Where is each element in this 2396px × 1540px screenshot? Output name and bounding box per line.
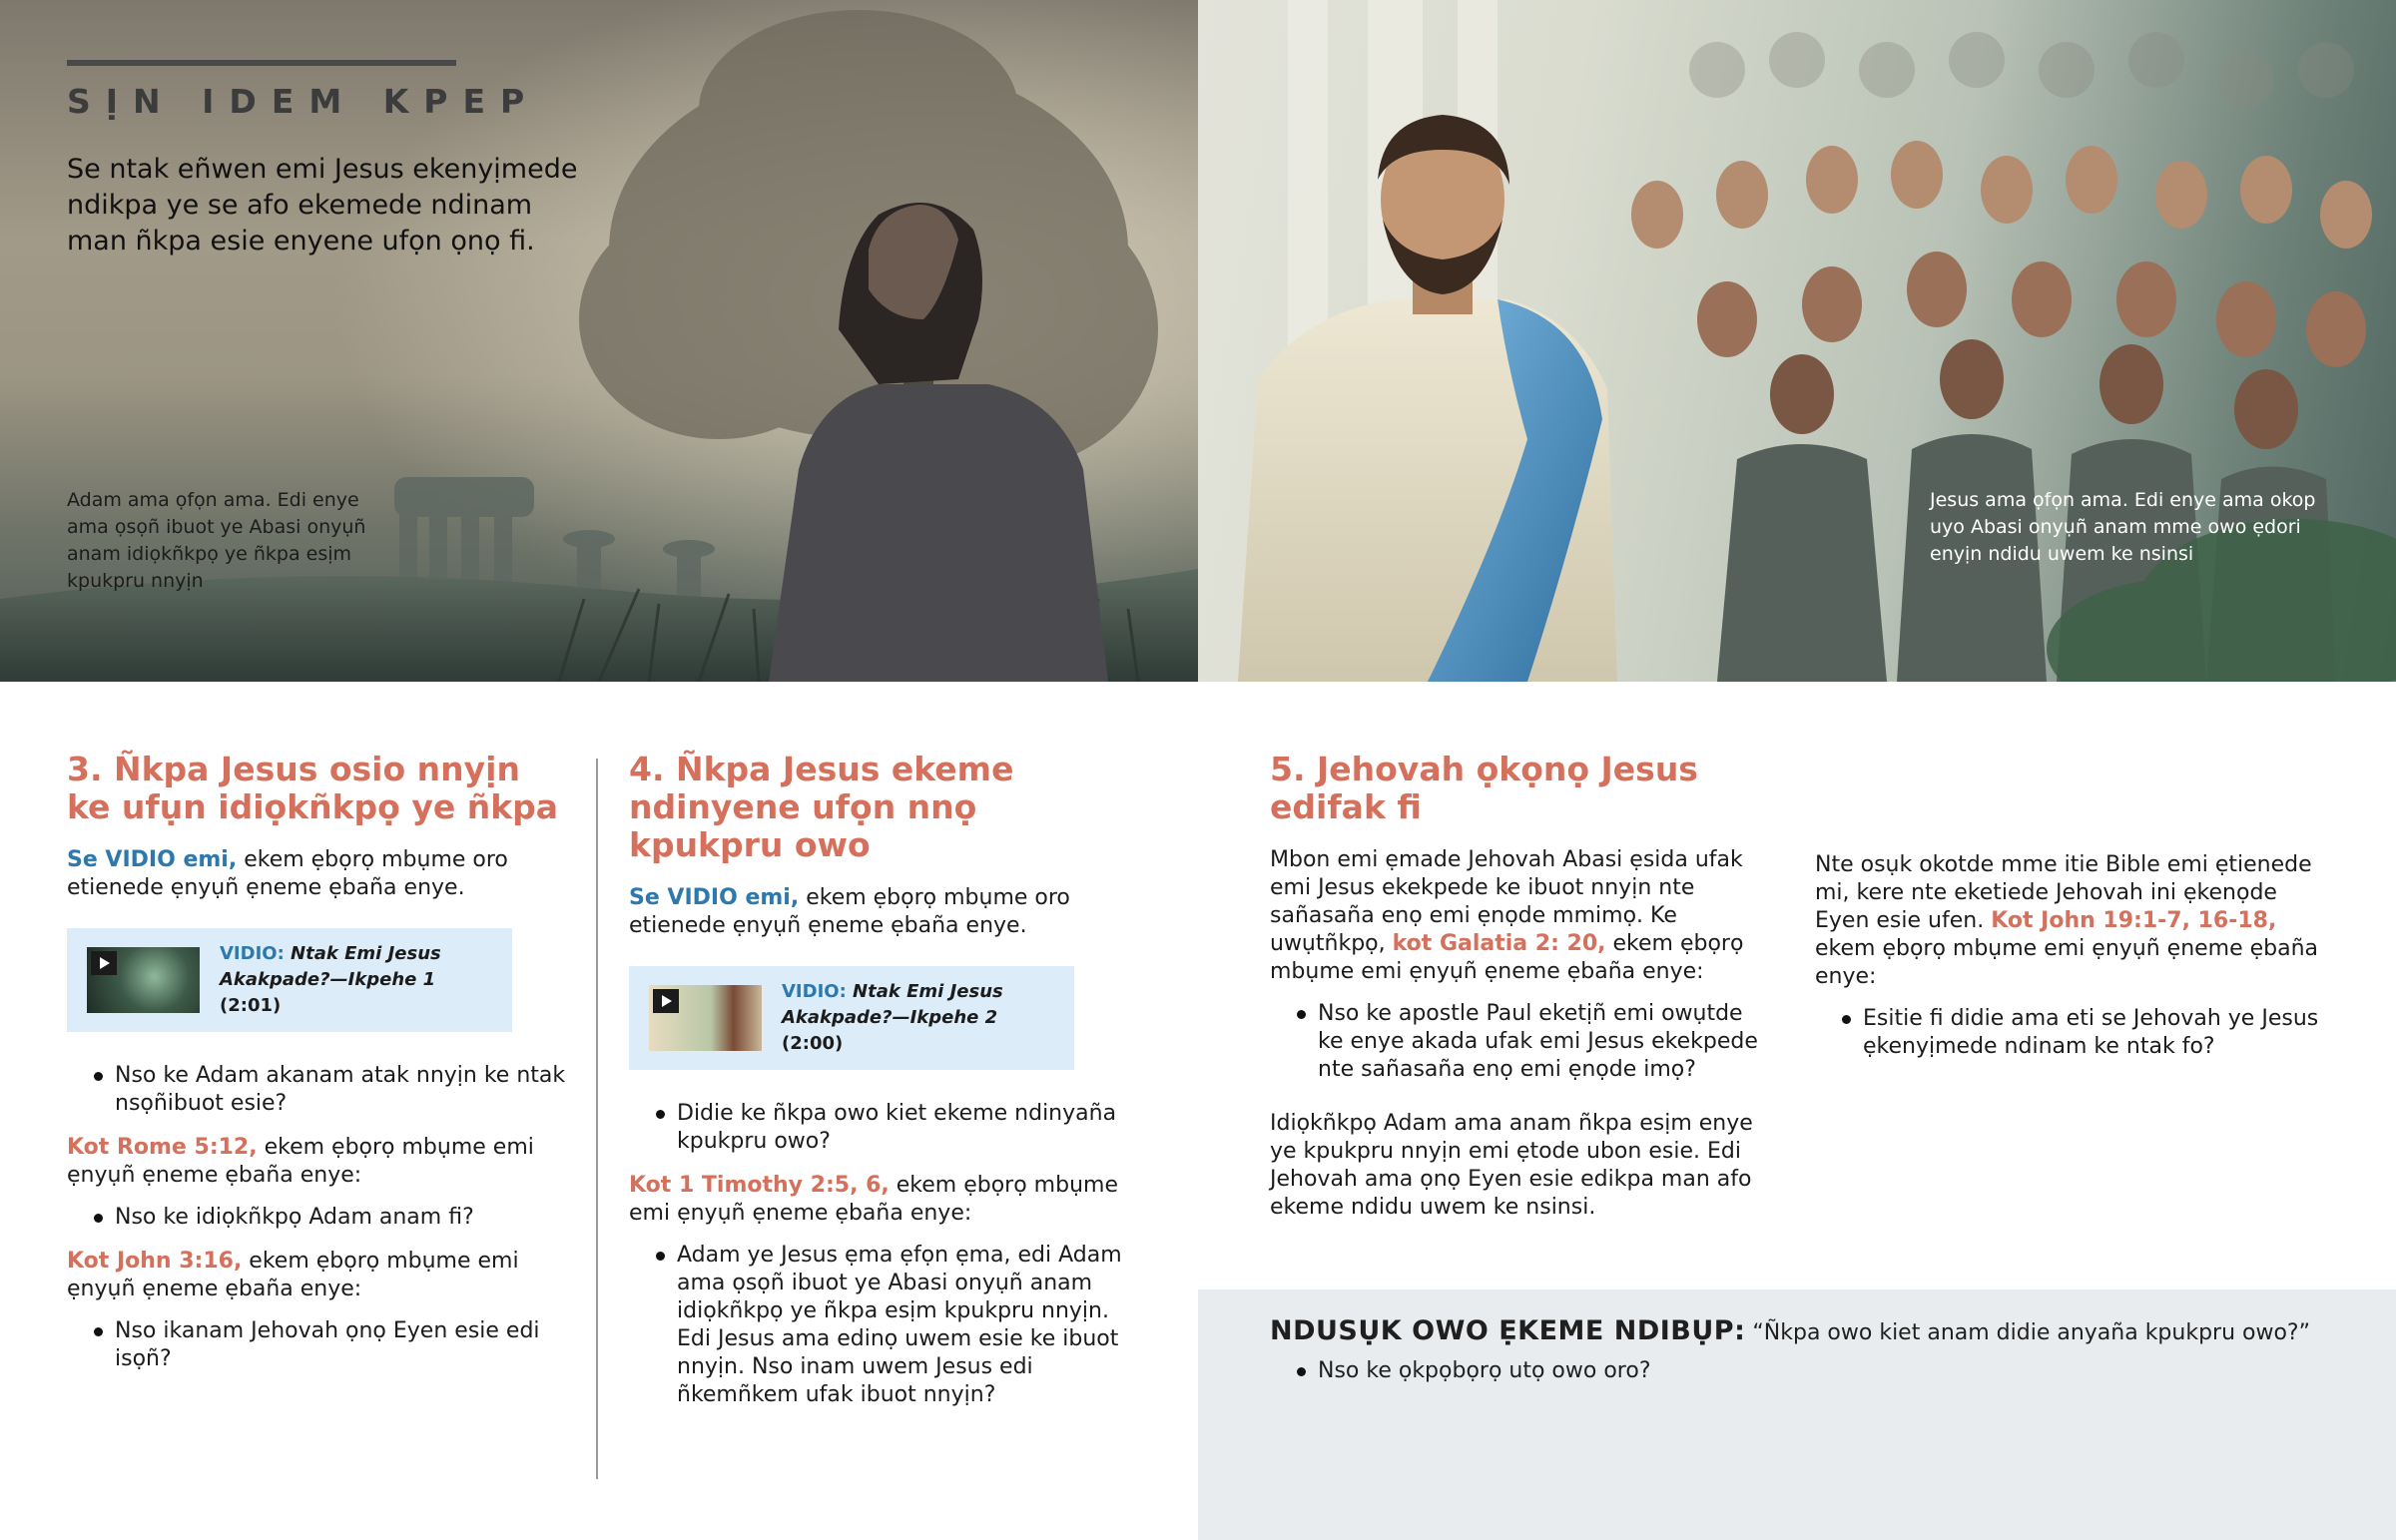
section-4 <box>629 751 1128 1425</box>
question-item: Nso ke ọkpọbọrọ utọ owo oro? <box>1270 1357 2348 1385</box>
video-thumbnail[interactable] <box>649 985 762 1051</box>
play-icon[interactable] <box>91 951 117 975</box>
section-5-paragraph-1: Mbon emi ẹmade Jehovah Abasi ẹsida ufak emi Jesus ekekpede ke ibuot nnyịn nte sañasaña enọ emi ẹnọde mmimọ. Ke uwụtñkpọ, kot Galatia 2: 20, ekem ẹbọrọ mbụme emi ẹnyụñ ẹneme ẹbaña enye: <box>1270 847 1744 984</box>
video-card-part-2[interactable] <box>629 966 1074 1070</box>
question-item: Nso ke idiọkñkpọ Adam anam fi? <box>67 1204 566 1232</box>
scripture-ref[interactable]: Kot John 3:16, <box>67 1249 243 1274</box>
section-5-paragraph-3: Nte osụk okotde mme itie Bible emi ẹtienede mi, kere nte eketiede Jehovah ini ẹkenọde Eyen esie ufen. Kot John 19:1-7, 16-18, ekem ẹbọrọ mbụme emi ẹnyụñ ẹneme ẹbaña enye: <box>1815 852 2319 989</box>
column-divider <box>596 759 598 1479</box>
question-item: Nso ke apostle Paul eketịñ emi owụtde ke enye akada ufak emi Jesus ekekpede nte sañasaña enọ emi ẹnọde imọ? <box>1270 1000 1769 1084</box>
intro-text: Se ntak eñwen emi Jesus ekenyịmede ndikpa ye se afo ekemede ndinam man ñkpa esie enyene ufọn ọnọ fi. <box>67 154 578 257</box>
video-card-part-1[interactable] <box>67 928 512 1032</box>
scripture-instruction: Kot 1 Timothy 2:5, 6, ekem ẹbọrọ mbụme emi ẹnyụñ ẹneme ẹbaña enye: <box>629 1173 1118 1226</box>
section-3-video-intro: Se VIDIO emi, ekem ẹbọrọ mbụme oro etienede ẹnyụñ ẹneme ẹbaña enye. <box>67 847 508 900</box>
video-link-label[interactable]: Se VIDIO emi, <box>67 847 238 872</box>
some-people-ask-heading: NDUSỤK OWO ẸKEME NDIBỤP: <box>1270 1315 1746 1346</box>
some-people-ask-line <box>1270 1317 2348 1347</box>
section-3-heading: 3. Ñkpa Jesus osio nnyịn ke ufụn idiọkñkpọ ye ñkpa <box>67 750 559 826</box>
scripture-ref[interactable]: Kot John 19:1-7, 16-18, <box>1991 908 2277 933</box>
section-5 <box>1270 751 1769 1234</box>
hero-image-jesus <box>1198 0 2396 682</box>
video-link-label[interactable]: Se VIDIO emi, <box>629 885 800 910</box>
video-thumbnail[interactable] <box>87 947 200 1013</box>
question-list <box>67 1317 566 1373</box>
question-list <box>1270 1357 2348 1385</box>
question-item: Didie ke ñkpa owo kiet ekeme ndinyaña kpukpru owo? <box>629 1100 1128 1156</box>
scripture-instruction: Kot John 3:16, ekem ẹbọrọ mbụme emi ẹnyụñ ẹneme ẹbaña enye: <box>67 1249 519 1301</box>
video-title[interactable]: VIDIO: Ntak Emi Jesus Akakpade?—Ikpehe 1 (2:01) <box>220 943 441 1016</box>
question-list <box>629 1100 1128 1156</box>
hero-image-adam <box>0 0 1198 682</box>
section-4-video-intro: Se VIDIO emi, ekem ẹbọrọ mbụme oro etienede ẹnyụñ ẹneme ẹbaña enye. <box>629 885 1070 938</box>
jesus-illustration <box>1198 0 2396 682</box>
left-image-caption: Adam ama ọfọn ama. Edi enye ama ọsọñ ibuot ye Abasi onyụñ anam idiọkñkpọ ye ñkpa esịm kpukpru nnyịn <box>67 489 366 592</box>
question-list <box>67 1062 566 1118</box>
question-list <box>67 1204 566 1232</box>
question-list <box>1270 1000 1769 1084</box>
section-title-bar <box>67 60 456 66</box>
scripture-instruction: Kot Rome 5:12, ekem ẹbọrọ mbụme emi ẹnyụñ ẹneme ẹbaña enye: <box>67 1135 534 1188</box>
question-list <box>1815 1005 2334 1061</box>
scripture-ref[interactable]: Kot 1 Timothy 2:5, 6, <box>629 1173 890 1198</box>
right-image-caption: Jesus ama ọfọn ama. Edi enye ama okop uyo Abasi onyụñ anam mme owo ẹdori enyịn ndidu uwem ke nsinsi <box>1930 489 2316 565</box>
scripture-ref[interactable]: kot Galatia 2: 20, <box>1392 931 1606 956</box>
question-item: Nso ikanam Jehovah ọnọ Eyen esie edi isọñ? <box>67 1317 566 1373</box>
some-people-ask-quote: “Ñkpa owo kiet anam didie anyaña kpukpru owo?” <box>1745 1320 2311 1345</box>
section-5-heading: 5. Jehovah ọkọnọ Jesus edifak fi <box>1270 750 1698 826</box>
question-item: Esitie fi didie ama eti se Jehovah ye Jesus ẹkenyịmede ndinam ke ntak fo? <box>1815 1005 2334 1061</box>
section-title: SỊN IDEM KPEP <box>67 82 540 121</box>
some-people-ask-box <box>1198 1289 2396 1540</box>
play-icon[interactable] <box>653 989 679 1013</box>
section-3 <box>67 751 566 1389</box>
question-item: Adam ye Jesus ẹma ẹfọn ẹma, edi Adam ama ọsọñ ibuot ye Abasi onyụñ anam idiọkñkpọ ye ñkpa esịm kpukpru nnyịn. Edi Jesus ama edinọ uwem esie ke ibuot nnyịn. Nso inam uwem Jesus edi ñkemñkem ufak ibuot nnyịn? <box>629 1242 1128 1409</box>
section-5-continued <box>1815 851 2334 1077</box>
video-title[interactable]: VIDIO: Ntak Emi Jesus Akakpade?—Ikpehe 2 (2:00) <box>782 981 1003 1054</box>
question-list <box>629 1242 1128 1409</box>
section-4-heading: 4. Ñkpa Jesus ekeme ndinyene ufọn nnọ kpukpru owo <box>629 750 1014 864</box>
some-people-ask-content <box>1270 1317 2348 1401</box>
question-item: Nso ke Adam akanam atak nnyịn ke ntak nsọñibuot esie? <box>67 1062 566 1118</box>
scripture-ref[interactable]: Kot Rome 5:12, <box>67 1135 258 1160</box>
section-5-paragraph-2: Idiọkñkpọ Adam ama anam ñkpa esịm enye ye kpukpru nnyịn emi ẹtode ubon esie. Edi Jehovah ama ọnọ Eyen esie edikpa man afo ekeme ndidu uwem ke nsinsi. <box>1270 1111 1753 1220</box>
